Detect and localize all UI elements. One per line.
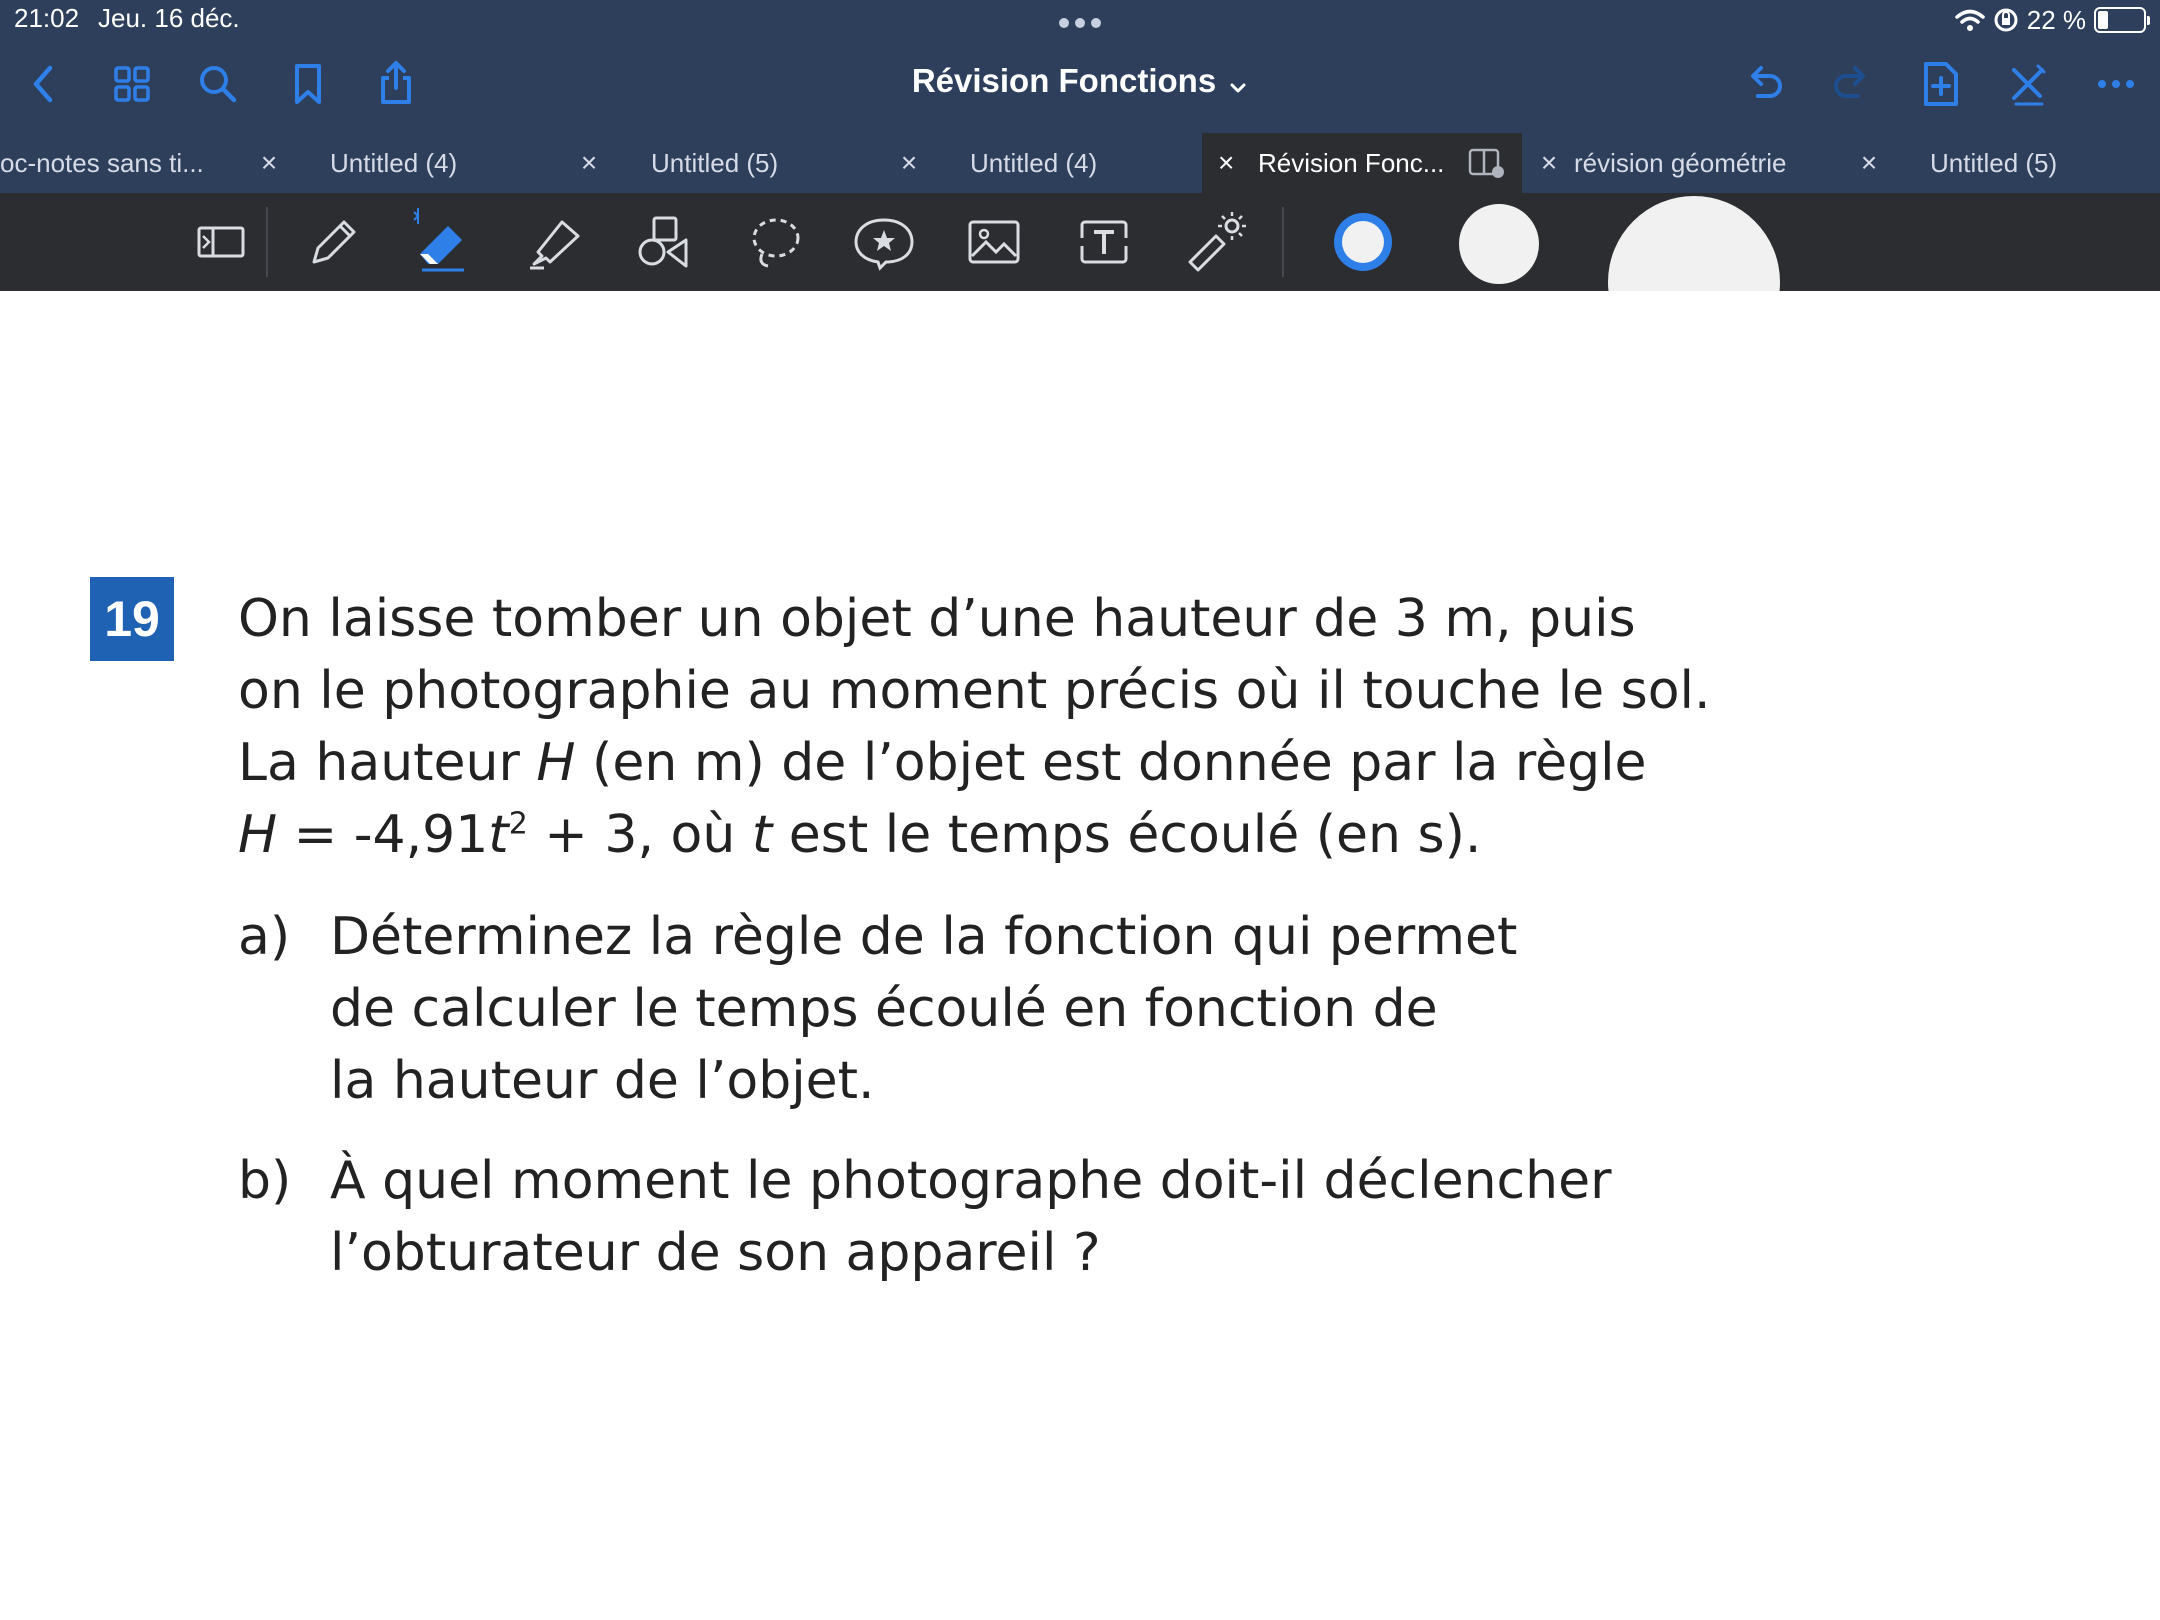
pen-settings-button[interactable] xyxy=(2000,56,2056,112)
text-tool[interactable] xyxy=(1070,208,1138,276)
undo-button[interactable] xyxy=(1736,56,1792,112)
text-icon xyxy=(1070,208,1138,276)
eraser-icon xyxy=(408,208,476,276)
tab-item[interactable]: Untitled (4) xyxy=(330,148,458,178)
item-line: la hauteur de l’objet. xyxy=(330,1051,875,1111)
more-button[interactable] xyxy=(2088,56,2144,112)
lasso-tool[interactable] xyxy=(740,208,808,276)
shapes-tool[interactable] xyxy=(630,208,698,276)
wifi-icon xyxy=(1955,8,1985,32)
exercise-formula: $H = -4,91t^2 + 3$, où t est le temps écoulé (en s). xyxy=(238,805,1482,865)
document-title[interactable]: Révision Fonctions xyxy=(911,62,1217,99)
status-indicators xyxy=(1955,2,2146,38)
tab-item[interactable]: oc-notes sans ti... xyxy=(0,148,204,178)
share-icon xyxy=(368,56,424,112)
search-button[interactable] xyxy=(190,56,246,112)
orientation-lock-icon xyxy=(1993,7,2019,33)
item-line: À quel moment le photographe doit-il déclencher xyxy=(330,1151,1612,1211)
split-view-icon[interactable] xyxy=(1468,146,1506,180)
tab-label: Révision Fonc... xyxy=(1258,148,1445,178)
redo-icon xyxy=(1824,56,1880,112)
battery-icon xyxy=(2094,7,2146,33)
status-time: 21:02 xyxy=(14,3,80,33)
chevron-left-icon xyxy=(16,56,72,112)
battery-percent: 22 % xyxy=(2026,4,2086,35)
pen-x-icon xyxy=(2000,56,2056,112)
document-tabs xyxy=(0,133,2160,193)
top-navigation-bar xyxy=(0,0,2160,133)
image-tool[interactable] xyxy=(960,208,1028,276)
tab-item[interactable]: Untitled (5) xyxy=(651,148,779,178)
pen-icon xyxy=(298,208,366,276)
close-icon[interactable]: × xyxy=(1218,147,1235,178)
toolbar-divider xyxy=(266,207,268,277)
drawing-toolbar xyxy=(0,193,2160,291)
item-marker: a) xyxy=(238,907,291,967)
eraser-tool[interactable] xyxy=(408,208,476,276)
share-button[interactable] xyxy=(368,56,424,112)
item-line: l’obturateur de son appareil ? xyxy=(330,1223,1101,1283)
chevron-down-icon[interactable] xyxy=(1228,81,1248,95)
page-layout-icon xyxy=(187,208,255,276)
notebook-page[interactable] xyxy=(0,291,2160,1620)
color-swatch-selected[interactable] xyxy=(1334,213,1392,271)
exercise-line: La hauteur H (en m) de l’objet est donnée par la règle xyxy=(238,733,1647,793)
elements-tool[interactable] xyxy=(850,208,918,276)
tab-item[interactable]: révision géométrie xyxy=(1574,148,1787,178)
grid-icon xyxy=(104,56,160,112)
exercise-line: On laisse tomber un objet d’une hauteur de 3 m, puis xyxy=(238,589,1636,649)
exercise-number: 19 xyxy=(90,577,174,661)
stroke-size-large[interactable] xyxy=(1608,196,1780,291)
add-page-icon xyxy=(1912,56,1968,112)
tab-item[interactable]: Untitled (5) xyxy=(1930,148,2058,178)
stroke-size-small[interactable] xyxy=(1456,201,1542,287)
laser-pointer-icon xyxy=(1180,208,1248,276)
tab-item[interactable]: Untitled (4) xyxy=(970,148,1098,178)
lasso-icon xyxy=(740,208,808,276)
pen-tool[interactable] xyxy=(298,208,366,276)
back-button[interactable] xyxy=(16,56,72,112)
page-layout-tool[interactable] xyxy=(187,208,255,276)
add-page-button[interactable] xyxy=(1912,56,1968,112)
laser-tool[interactable] xyxy=(1180,208,1248,276)
highlighter-icon xyxy=(520,208,588,276)
close-icon[interactable]: × xyxy=(1860,147,1878,178)
bookmark-button[interactable] xyxy=(280,56,336,112)
item-line: de calculer le temps écoulé en fonction de xyxy=(330,979,1438,1039)
close-icon[interactable]: × xyxy=(900,147,918,178)
item-line: Déterminez la règle de la fonction qui permet xyxy=(330,907,1518,967)
close-icon[interactable]: × xyxy=(1540,147,1558,178)
image-icon xyxy=(960,208,1028,276)
close-icon[interactable]: × xyxy=(580,147,598,178)
more-icon xyxy=(2088,56,2144,112)
battery-level xyxy=(2098,11,2108,29)
variable-h: H xyxy=(536,733,576,793)
undo-icon xyxy=(1736,56,1792,112)
search-icon xyxy=(190,56,246,112)
item-marker: b) xyxy=(238,1151,292,1211)
toolbar-divider xyxy=(1282,207,1284,277)
status-date: Jeu. 16 déc. xyxy=(98,3,240,33)
tab-active[interactable] xyxy=(1202,133,1522,193)
exercise-line: on le photographie au moment précis où il touche le sol. xyxy=(238,661,1711,721)
bookmark-icon xyxy=(280,56,336,112)
sticker-icon xyxy=(850,208,918,276)
thumbnails-button[interactable] xyxy=(104,56,160,112)
redo-button[interactable] xyxy=(1824,56,1880,112)
multitasking-dots-icon[interactable] xyxy=(1058,15,1102,31)
shapes-icon xyxy=(630,208,698,276)
close-icon[interactable]: × xyxy=(260,147,278,178)
highlighter-tool[interactable] xyxy=(520,208,588,276)
